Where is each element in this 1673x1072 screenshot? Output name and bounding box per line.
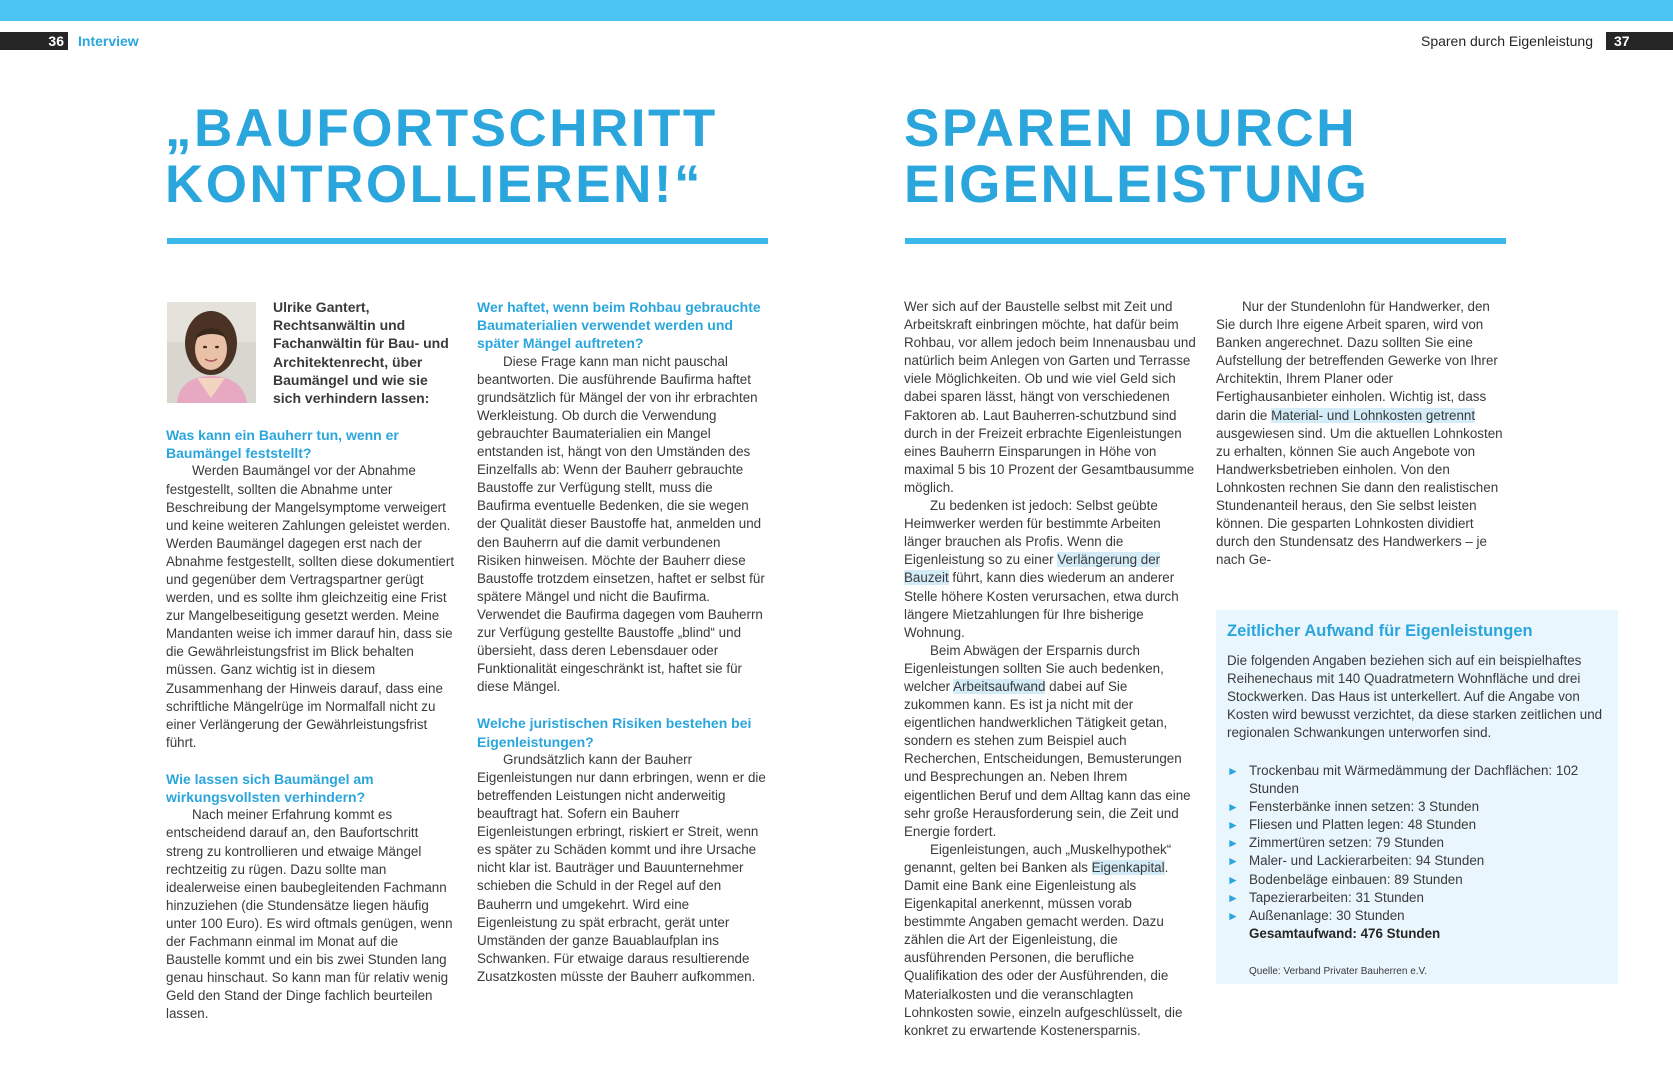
highlight-material-lohnkosten: Material- und Lohnkosten getrennt [1271, 407, 1476, 423]
section-label-right: Sparen durch Eigenleistung [1420, 33, 1593, 49]
paragraph-2: Zu bedenken ist jedoch: Selbst geübte Heimwerker werden für bestimmte Arbeiten länger brauchen als Profis. Wenn die Eigenleistung so zu einer Verlängerung der Bauzeit führt, kann dies wiederum an anderer Stelle höhere Kosten verursachen, etwa durch längere Mietzahlungen für Ihre bisherige Wohnung. [904, 498, 1179, 640]
headline-rule-left [167, 238, 768, 244]
headline-line-1: „BAUFORTSCHRITT [165, 99, 718, 158]
paragraph-4: Eigenleistungen, auch „Muskelhypothek“ genannt, gelten bei Banken als Eigenkapital. Damit eine Bank eine Eigenleistung als Eigenkapital anerkennt, müssen vorab bestimmte Angaben gemacht werden. Dazu zählen die Art der Eigenleistung, die ausführenden Personen, die berufliche Qualifikation des oder der Ausführenden, die Materialkosten und die veranschlagten Lohnkosten sowie, einzeln aufgeschlüsselt, die konkret zu erwartende Kostenersparnis. [904, 841, 1183, 1038]
page-number-right: 37 [1606, 32, 1673, 50]
list-item: ► Maler- und Lackierarbeiten: 94 Stunden [1227, 852, 1611, 870]
list-item: ► Bodenbeläge einbauen: 89 Stunden [1227, 871, 1611, 889]
page-number-left: 36 [0, 32, 68, 50]
interview-column-2 [477, 298, 768, 986]
answer-2: Nach meiner Erfahrung kommt es entscheidend darauf an, den Baufortschritt streng zu kontrollieren und etwaige Mängel rechtzeitig zu rügen. Dazu sollte man idealerweise einen baubegleitenden Fachmann hinzuziehen (die Stundensätze liegen häufig unter 100 Euro). Es wird oftmals genügen, wenn der Fachmann einmal im Monat auf die Baustelle kommt und ein bis zwei Stunden lang genau hinschaut. So kann man für relativ wenig Geld den Stand der Dinge fachlich beurteilen lassen. [166, 807, 453, 1022]
question-3: Wer haftet, wenn beim Rohbau gebrauchte Baumaterialien verwendet werden und später Mängel auftreten? [477, 299, 761, 352]
interview-column-1 [166, 426, 455, 1023]
list-item: ► Zimmertüren setzen: 79 Stunden [1227, 834, 1611, 852]
info-box-total: Gesamtaufwand: 476 Stunden [1249, 925, 1441, 941]
answer-1: Werden Baumängel vor der Abnahme festgestellt, sollten die Abnahme unter Beschreibung der Mangelsymptome verweigert und keine weiteren Zahlungen geleistet werden. Werden Baumängel dagegen erst nach der Abnahme festgestellt, sollten diese dokumentiert und gegenüber dem Vertragspartner gerügt werden, und es sollte ihm gleichzeitig eine Frist zur Mangelbeseitigung gesetzt werden. Meine Mandanten weise ich immer darauf hin, dass sie die Gewährleistungsfrist im Blick behalten müssen. Ganz wichtig ist in diesem Zusammenhang der Hinweis darauf, dass eine schriftliche Mängelrüge im Normalfall nicht zu einer Verlängerung der Gewährleistungsfrist führt. [166, 463, 455, 750]
list-item: ► Trockenbau mit Wärmedämmung der Dachflächen: 102 Stunden [1227, 763, 1579, 797]
paragraph-1: Wer sich auf der Baustelle selbst mit Zeit und Arbeitskraft einbringen möchte, hat dafür beim Rohbau, vor allem jedoch beim Innenausbau und natürlich beim Anlegen von Garten und Terrasse viele Möglichkeiten. Ob und wie viel Geld sich dabei sparen lässt, hängt von verschiedenen Faktoren ab. Laut Bauherren-schutzbund sind durch in der Freizeit erbrachte Eigenleistungen eines Bauherrn Einsparungen in Höhe von maximal 5 bis 10 Prozent der Gesamtbausumme möglich. [904, 299, 1196, 495]
triangle-bullet-icon: ► [1227, 800, 1239, 815]
list-item: ► Fliesen und Platten legen: 48 Stunden [1227, 816, 1611, 834]
highlight-bauzeit: Verlängerung der Bauzeit [904, 552, 1161, 586]
paragraph-3: Beim Abwägen der Ersparnis durch Eigenleistungen sollten Sie auch bedenken, welcher Arbeitsaufwand dabei auf Sie zukommen kann. Es ist ja nicht mit der eigentlichen handwerklichen Tätigkeit getan, sondern es stehen zum Beispiel auch Recherchen, Entscheidungen, Bemusterungen und Besprechungen an. Neben Ihrem eigentlichen Beruf und dem Alltag kann das eine sehr große Herausforderung sein, die Zeit und Energie fordert. [904, 642, 1191, 839]
triangle-bullet-icon: ► [1227, 764, 1239, 778]
top-color-bar [0, 0, 1673, 21]
headline-line-1: SPAREN DURCH [904, 99, 1358, 158]
triangle-bullet-icon: ► [1227, 836, 1239, 851]
portrait-photo [167, 302, 256, 403]
article-headline [904, 101, 1369, 213]
info-box [1216, 610, 1618, 984]
highlight-arbeitsaufwand: Arbeitsaufwand [953, 678, 1046, 694]
triangle-bullet-icon: ► [1227, 818, 1239, 833]
section-label-left: Interview [78, 33, 139, 49]
answer-3: Diese Frage kann man nicht pauschal beantworten. Die ausführende Baufirma haftet grundsätzlich für Mängel der von ihr erbrachten Werkleistung. Ob durch die Verwendung gebrauchter Baumaterialien ein Mangel entstanden ist, hängt von den Umständen des Einzelfalls ab: Wenn der Bauherr gebrauchte Baustoffe zur Verfügung stellt, muss die Baufirma eventuelle Bedenken, die sie wegen der Qualität dieser Baustoffe hat, anmelden und den Bauherrn auf die damit verbundenen Risiken hinweisen. Möchte der Bauherr diese Baustoffe trotzdem einsetzen, haftet er selbst für spätere Mängel und nicht die Baufirma. Verwendet die Baufirma dagegen vom Bauherrn zur Verfügung gestellte Baustoffe „blind“ und übersieht, dass deren Lebensdauer oder Funktionalität eingeschränkt ist, haftet sie für diese Mängel. [477, 353, 765, 695]
interview-headline [165, 101, 718, 213]
question-4: Welche juristischen Risiken bestehen bei Eigenleistungen? [477, 715, 752, 750]
triangle-bullet-icon: ► [1227, 854, 1239, 869]
info-box-intro: Die folgenden Angaben beziehen sich auf ein beispielhaftes Reihenechaus mit 140 Quadratmetern Wohnfläche und drei Stockwerken. Das Haus ist unterkellert. Auf die Angabe von Kosten wird bewusst verzichtet, da diese starken zeitlichen und regionalen Schwankungen unterworfen sind. [1227, 653, 1603, 741]
info-box-list [1227, 762, 1611, 943]
headline-rule-right [905, 238, 1506, 244]
info-box-title: Zeitlicher Aufwand für Eigenleistungen [1227, 622, 1533, 640]
interview-intro: Ulrike Gantert, Rechtsanwältin und Fachanwältin für Bau- und Architektenrecht, über Baumängel und wie sie sich verhindern lassen: [273, 299, 449, 407]
highlight-eigenkapital: Eigenkapital [1091, 859, 1165, 875]
article-column-2 [1216, 298, 1508, 569]
list-item: ► Tapezierarbeiten: 31 Stunden [1227, 889, 1611, 907]
headline-line-2: KONTROLLIEREN!“ [165, 155, 704, 214]
info-box-source: Quelle: Verband Privater Bauherren e.V. [1249, 966, 1428, 977]
triangle-bullet-icon: ► [1227, 872, 1239, 887]
triangle-bullet-icon: ► [1227, 890, 1239, 905]
answer-4: Grundsätzlich kann der Bauherr Eigenleistungen nur dann erbringen, wenn er die betreffenden Leistungen nicht anderweitig beauftragt hat. Sofern ein Bauherr Eigenleistungen erbringt, riskiert er Streit, wenn es später zu Schäden kommt und ihre Ursache nicht klar ist. Bauträger und Bauunternehmer schieben die Schuld in der Regel auf den Bauherrn und umgekehrt. Wird eine Eigenleistung zu spät erbracht, gerät unter Umständen der ganze Bauablaufplan ins Schwanken. Für etwaige daraus resultierende Zusatzkosten müsste der Bauherr aufkommen. [477, 751, 766, 984]
headline-line-2: EIGENLEISTUNG [904, 155, 1370, 214]
list-item: ► Außenanlage: 30 Stunden [1227, 907, 1611, 925]
paragraph-5: Nur der Stundenlohn für Handwerker, den Sie durch Ihre eigene Arbeit sparen, wird von Banken angerechnet. Dazu sollten Sie eine Aufstellung der betreffenden Gewerke von Ihrer Architektin, Ihrem Planer oder Fertighausanbieter einholen. Wichtig ist, dass darin die Material- und Lohnkosten getrennt ausgewiesen sind. Um die aktuellen Lohnkosten zu erhalten, können Sie auch Angebote von Handwerksbetrieben einholen. Von den Lohnkosten rechnen Sie dann den realistischen Stundenanteil heraus, den Sie selbst leisten können. Die gesparten Lohnkosten dividiert durch den Stundensatz des Handwerkers – je nach Ge- [1216, 299, 1503, 568]
article-column-1 [904, 298, 1196, 1040]
list-item: ► Fensterbänke innen setzen: 3 Stunden [1227, 798, 1611, 816]
question-1: Was kann ein Bauherr tun, wenn er Baumängel feststellt? [166, 427, 399, 462]
triangle-bullet-icon: ► [1227, 908, 1239, 923]
question-2: Wie lassen sich Baumängel am wirkungsvollsten verhindern? [166, 770, 374, 806]
